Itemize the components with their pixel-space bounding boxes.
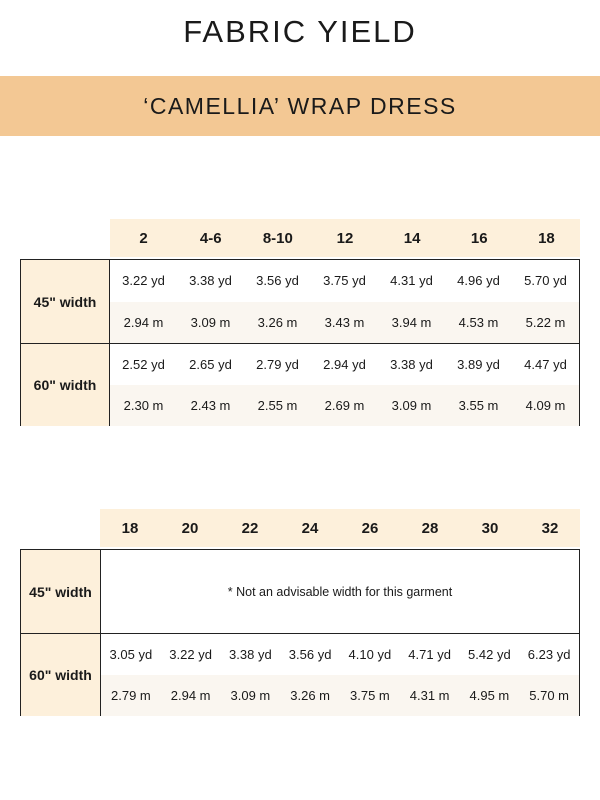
size-header-cell: 28 — [421, 519, 439, 537]
meters-row — [101, 675, 579, 716]
yield-cell: 3.75 yd — [323, 273, 366, 289]
yards-row — [110, 344, 579, 385]
yield-cell: 5.70 yd — [524, 273, 567, 289]
size-header-cell: 18 — [121, 519, 139, 537]
yield-cell: 2.79 m — [111, 688, 151, 703]
table-row-45-width — [21, 550, 579, 633]
table-row-45-width — [21, 260, 579, 343]
yield-cell: 3.22 yd — [122, 273, 165, 289]
yield-cell: 3.26 m — [290, 688, 330, 703]
yield-cell: 3.75 m — [350, 688, 390, 703]
yield-cell: 4.10 yd — [348, 647, 392, 662]
size-header-cell: 24 — [301, 519, 319, 537]
size-header-cell: 16 — [470, 229, 488, 247]
yield-cell: 3.09 m — [391, 398, 432, 413]
yield-cell: 4.71 yd — [408, 647, 451, 662]
yield-cell: 4.31 yd — [390, 273, 433, 289]
yield-cell: 4.09 m — [525, 398, 566, 413]
yield-cell: 4.53 m — [458, 314, 499, 330]
size-header-cell: 22 — [241, 519, 259, 537]
row-label: 60" width — [21, 634, 101, 716]
yield-cell: 2.94 yd — [323, 357, 366, 372]
row-label: 60" width — [21, 344, 110, 426]
table1-size-header — [110, 219, 580, 257]
yield-cell: 3.55 m — [458, 398, 499, 413]
table2-size-header — [100, 509, 580, 547]
meters-row — [110, 302, 579, 344]
size-header-cell: 12 — [336, 229, 354, 247]
size-header-cell: 18 — [538, 229, 555, 247]
meters-row — [110, 385, 579, 426]
yield-cell: 3.56 yd — [256, 273, 299, 289]
size-header-cell: 32 — [541, 519, 559, 537]
yield-cell: 4.95 m — [469, 688, 510, 703]
size-header-cell: 4-6 — [199, 229, 222, 247]
yield-cell: 4.31 m — [409, 688, 450, 703]
size-header-cell: 26 — [361, 519, 379, 537]
yards-row — [110, 260, 579, 302]
yield-cell: 2.43 m — [190, 398, 231, 413]
yield-cell: 2.65 yd — [189, 357, 232, 372]
yield-cell: 2.69 m — [324, 398, 365, 413]
yield-cell: 3.56 yd — [288, 647, 332, 662]
yield-cell: 3.09 m — [190, 314, 231, 330]
yield-cell: 2.94 m — [170, 688, 211, 703]
not-advisable-note: * Not an advisable width for this garment — [227, 584, 453, 599]
yield-cell: 2.79 yd — [256, 357, 299, 372]
yield-cell: 3.26 m — [257, 314, 298, 330]
yield-cell: 3.94 m — [391, 314, 432, 330]
table2-yield-table — [20, 549, 580, 716]
size-header-cell: 2 — [139, 229, 148, 247]
yield-cell: 3.43 m — [324, 314, 365, 330]
yield-cell: 5.42 yd — [468, 647, 511, 662]
yield-cell: 3.38 yd — [390, 357, 433, 372]
page-title: FABRIC YIELD — [183, 14, 417, 49]
yield-cell: 3.22 yd — [169, 647, 212, 662]
yield-cell: 3.38 yd — [189, 273, 232, 289]
yield-cell: 5.70 m — [529, 688, 569, 703]
yield-cell: 3.05 yd — [109, 647, 153, 662]
yield-cell: 6.23 yd — [527, 647, 571, 662]
yield-cell: 3.89 yd — [457, 357, 500, 372]
row-label: 45" width — [21, 260, 110, 343]
size-header-cell: 14 — [403, 229, 421, 247]
yield-cell: 2.94 m — [123, 314, 164, 330]
size-header-cell: 30 — [481, 519, 499, 537]
pattern-name-banner — [0, 76, 600, 136]
yards-row — [101, 634, 579, 675]
size-header-cell: 20 — [181, 519, 199, 537]
table-row-60-width — [21, 633, 579, 716]
yield-cell: 4.47 yd — [524, 357, 567, 372]
yield-cell: 3.09 m — [230, 688, 271, 703]
table-row-60-width — [21, 343, 579, 426]
size-header-cell: 8-10 — [262, 229, 293, 247]
row-label: 45" width — [21, 550, 101, 633]
pattern-name: ‘CAMELLIA’ WRAP DRESS — [143, 92, 457, 119]
yield-cell: 3.38 yd — [229, 647, 272, 662]
yield-cell: 2.52 yd — [122, 357, 165, 372]
yield-cell: 5.22 m — [525, 314, 566, 330]
yield-cell: 2.55 m — [257, 398, 298, 413]
yield-cell: 4.96 yd — [457, 273, 500, 289]
yield-cell: 2.30 m — [123, 398, 164, 413]
table1-yield-table — [20, 259, 580, 426]
